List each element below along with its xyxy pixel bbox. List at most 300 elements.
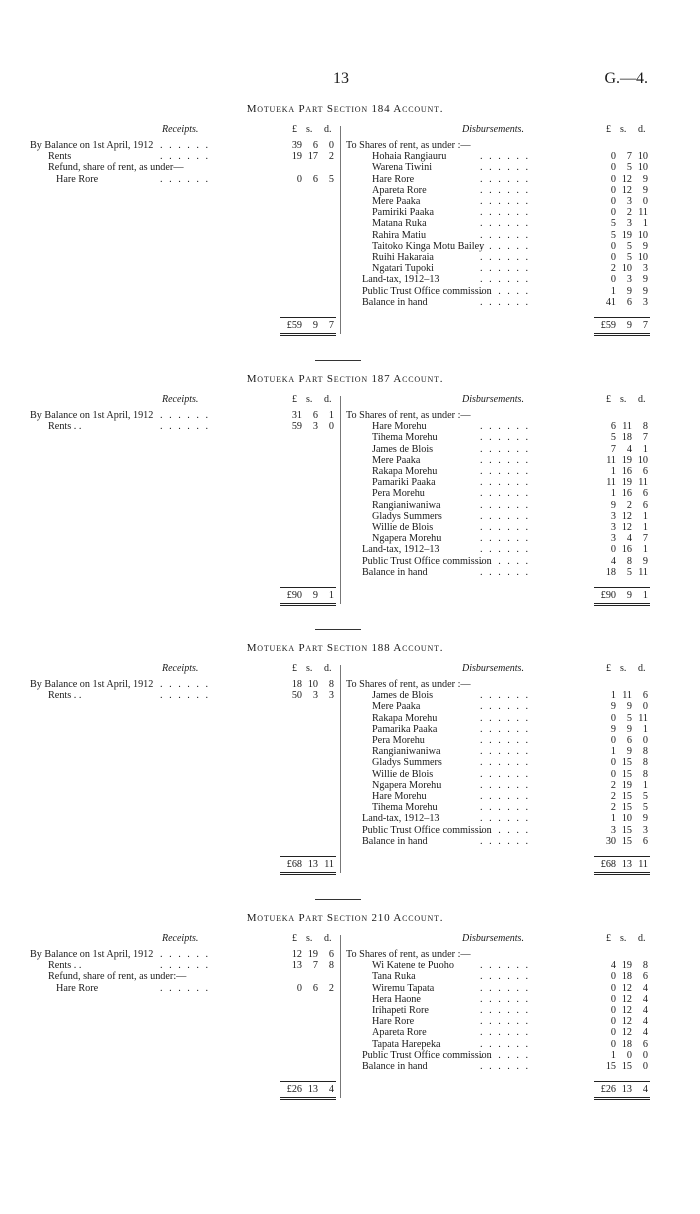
leader-dots: . . . . . . <box>160 173 211 185</box>
disbursement-pounds: 2 <box>610 802 616 814</box>
disbursement-pence: 7 <box>642 533 648 545</box>
disbursement-pounds: 5 <box>610 432 616 444</box>
disbursement-label: Rakapa Morehu <box>372 466 438 477</box>
disbursements-total-shillings: 13 <box>621 1084 632 1096</box>
disbursement-shillings: 11 <box>622 690 632 702</box>
receipts-total-pounds: £90 <box>286 590 302 601</box>
disbursement-shillings: 15 <box>621 835 632 847</box>
disbursement-pence: 6 <box>642 690 648 702</box>
disbursement-shillings: 12 <box>621 522 632 533</box>
disbursement-label: Hohaia Rangiauru <box>372 151 447 163</box>
disbursements-pence-head: d. <box>638 663 646 674</box>
disbursements-total-rule-bottom <box>594 333 650 334</box>
disbursement-pounds: 0 <box>610 993 616 1005</box>
leader-dots: . . . . . . <box>480 263 531 275</box>
receipt-pounds: 59 <box>291 421 302 433</box>
receipts-total-rule-bottom <box>280 874 336 875</box>
receipt-label: Hare Rore <box>56 173 99 185</box>
disbursement-shillings: 19 <box>621 960 632 972</box>
disbursement-shillings: 3 <box>626 218 632 230</box>
disbursement-pounds: 11 <box>606 477 616 489</box>
receipts-total-pence: 11 <box>324 859 334 870</box>
leader-dots: . . . . . . <box>480 555 531 567</box>
disbursement-pounds: 0 <box>610 173 616 185</box>
disbursement-pence: 1 <box>642 510 648 522</box>
receipt-shillings: 6 <box>312 140 318 151</box>
disbursement-label: Rahira Matiu <box>372 229 427 241</box>
receipts-pound-head: £ <box>292 394 297 405</box>
receipts-total-pence: 1 <box>328 590 334 601</box>
leader-dots: . . . . . . <box>480 544 531 556</box>
receipt-shillings: 3 <box>312 421 318 433</box>
disbursements-pound-head: £ <box>606 394 611 405</box>
receipts-total-pounds: £59 <box>286 320 302 331</box>
disbursement-label: Ngapera Morehu <box>372 779 442 791</box>
receipts-total-shillings: 13 <box>307 859 318 870</box>
disbursement-pence: 8 <box>642 421 648 433</box>
leader-dots: . . . . . . <box>480 488 531 500</box>
disbursements-heading: Disbursements. <box>462 394 524 405</box>
disbursement-pounds: 1 <box>610 813 616 825</box>
receipts-heading: Receipts. <box>162 394 199 405</box>
disbursement-pounds: 0 <box>610 757 616 769</box>
disbursement-shillings: 6 <box>626 735 632 746</box>
disbursement-shillings: 12 <box>621 184 632 196</box>
disbursements-total-pence: 7 <box>642 320 648 331</box>
disbursement-pounds: 9 <box>610 499 616 511</box>
disbursements-total-rule-bottom <box>594 603 650 604</box>
receipts-total-shillings: 9 <box>312 590 318 601</box>
disbursement-pence: 4 <box>642 982 648 994</box>
disbursements-total-rule-top <box>594 856 650 857</box>
disbursement-pounds: 11 <box>606 454 616 466</box>
disbursements-total-rule-bottom <box>594 1097 650 1098</box>
leader-dots: . . . . . . <box>480 1016 531 1028</box>
disbursement-pence: 1 <box>642 723 648 735</box>
column-separator <box>340 935 341 1098</box>
disbursement-pence: 10 <box>637 229 648 241</box>
disbursement-pounds: 0 <box>610 768 616 780</box>
disbursement-pounds: 0 <box>610 184 616 196</box>
receipt-pounds: 12 <box>291 949 302 960</box>
account-section <box>30 103 660 331</box>
disbursement-pence: 5 <box>642 802 648 814</box>
disbursement-shillings: 2 <box>626 207 632 219</box>
disbursement-label: Tihema Morehu <box>372 802 438 814</box>
leader-dots: . . . . . . <box>160 421 211 433</box>
leader-dots: . . . . . . <box>480 466 531 477</box>
disbursements-total-rule-bottom <box>594 605 650 606</box>
disbursements-pence-head: d. <box>638 394 646 405</box>
receipts-pence-head: d. <box>324 394 332 405</box>
receipts-pence-head: d. <box>324 933 332 944</box>
receipts-total-rule-bottom <box>280 605 336 606</box>
disbursement-pence: 6 <box>642 1038 648 1050</box>
receipt-pence: 2 <box>328 982 334 994</box>
disbursement-pence: 0 <box>642 196 648 207</box>
disbursement-label: Irihapeti Rore <box>372 1005 429 1016</box>
disbursement-shillings: 9 <box>626 285 632 297</box>
leader-dots: . . . . . . <box>480 802 531 814</box>
disbursement-label: Ngapera Morehu <box>372 533 442 545</box>
section-divider <box>315 360 361 361</box>
receipt-pounds: 39 <box>291 140 302 151</box>
receipt-pounds: 31 <box>291 410 302 421</box>
leader-dots: . . . . . . <box>160 949 211 960</box>
account-section <box>30 373 660 601</box>
receipt-label: By Balance on 1st April, 1912 <box>30 410 154 421</box>
disbursement-pounds: 3 <box>610 533 616 545</box>
disbursement-pence: 1 <box>642 218 648 230</box>
disbursement-pounds: 5 <box>610 229 616 241</box>
disbursement-pounds: 1 <box>610 1049 616 1061</box>
account-section <box>30 642 660 870</box>
receipt-label: Rents . . <box>48 960 82 972</box>
page-reference: G.—4. <box>604 70 648 87</box>
disbursement-pounds: 0 <box>610 544 616 556</box>
disbursement-pounds: 0 <box>610 1027 616 1039</box>
disbursement-shillings: 12 <box>621 510 632 522</box>
leader-dots: . . . . . . <box>160 151 211 163</box>
leader-dots: . . . . . . <box>480 757 531 769</box>
disbursements-shilling-head: s. <box>620 394 627 405</box>
section-divider <box>315 899 361 900</box>
disbursement-label: Pamariki Paaka <box>372 477 436 489</box>
disbursement-pence: 3 <box>642 263 648 275</box>
disbursement-pounds: 0 <box>610 1005 616 1016</box>
disbursements-total-rule-bottom <box>594 1099 650 1100</box>
receipt-pounds: 50 <box>291 690 302 702</box>
disbursement-pence: 11 <box>638 712 648 724</box>
disbursement-pence: 4 <box>642 993 648 1005</box>
disbursement-pence: 6 <box>642 488 648 500</box>
receipts-pound-head: £ <box>292 933 297 944</box>
leader-dots: . . . . . . <box>480 196 531 207</box>
disbursement-pence: 8 <box>642 746 648 758</box>
disbursements-total-pence: 11 <box>638 859 648 870</box>
disbursement-pence: 4 <box>642 1016 648 1028</box>
disbursement-label: Mere Paaka <box>372 701 421 713</box>
disbursements-total-shillings: 13 <box>621 859 632 870</box>
receipts-pence-head: d. <box>324 663 332 674</box>
disbursement-pence: 7 <box>642 432 648 444</box>
leader-dots: . . . . . . <box>480 971 531 983</box>
leader-dots: . . . . . . <box>480 1038 531 1050</box>
disbursements-total-pence: 4 <box>642 1084 648 1096</box>
disbursements-shilling-head: s. <box>620 124 627 135</box>
disbursements-total-pounds: £68 <box>600 859 616 870</box>
leader-dots: . . . . . . <box>480 285 531 297</box>
disbursements-heading: Disbursements. <box>462 663 524 674</box>
disbursements-total-pounds: £59 <box>600 320 616 331</box>
receipts-heading: Receipts. <box>162 933 199 944</box>
disbursement-label: Hare Morehu <box>372 421 427 433</box>
disbursement-label: Hare Rore <box>372 1016 415 1028</box>
column-separator <box>340 396 341 604</box>
disbursement-label: Balance in hand <box>362 296 428 308</box>
disbursement-pence: 6 <box>642 499 648 511</box>
receipt-shillings: 19 <box>307 949 318 960</box>
receipt-label: By Balance on 1st April, 1912 <box>30 140 154 151</box>
disbursement-label: To Shares of rent, as under :— <box>346 949 471 960</box>
leader-dots: . . . . . . <box>480 207 531 219</box>
disbursement-pence: 10 <box>637 162 648 174</box>
leader-dots: . . . . . . <box>480 162 531 174</box>
disbursement-shillings: 10 <box>621 813 632 825</box>
disbursement-pounds: 4 <box>610 960 616 972</box>
leader-dots: . . . . . . <box>160 410 211 421</box>
leader-dots: . . . . . . <box>480 813 531 825</box>
disbursement-label: Hare Rore <box>372 173 415 185</box>
receipts-total-rule-bottom <box>280 1099 336 1100</box>
disbursements-pound-head: £ <box>606 663 611 674</box>
disbursement-pence: 9 <box>642 173 648 185</box>
disbursement-pence: 5 <box>642 791 648 802</box>
disbursements-total-rule-top <box>594 317 650 318</box>
disbursement-pounds: 0 <box>610 162 616 174</box>
leader-dots: . . . . . . <box>480 229 531 241</box>
disbursement-label: Taitoko Kinga Motu Bailey <box>372 240 485 252</box>
disbursement-pence: 9 <box>642 813 648 825</box>
disbursement-label: Rangianiwaniwa <box>372 746 441 758</box>
leader-dots: . . . . . . <box>480 173 531 185</box>
disbursement-shillings: 5 <box>626 162 632 174</box>
disbursement-shillings: 15 <box>621 802 632 814</box>
disbursement-pounds: 0 <box>610 1038 616 1050</box>
leader-dots: . . . . . . <box>480 982 531 994</box>
receipt-pence: 5 <box>328 173 334 185</box>
receipts-total-rule-bottom <box>280 1097 336 1098</box>
disbursement-shillings: 11 <box>622 421 632 433</box>
disbursements-total-shillings: 9 <box>626 590 632 601</box>
disbursement-pounds: 0 <box>610 240 616 252</box>
receipt-pence: 6 <box>328 949 334 960</box>
receipt-label: Rents . . <box>48 421 82 433</box>
disbursement-shillings: 3 <box>626 196 632 207</box>
disbursements-total-rule-top <box>594 1081 650 1082</box>
receipts-heading: Receipts. <box>162 663 199 674</box>
disbursement-shillings: 19 <box>621 477 632 489</box>
receipts-total-rule-bottom <box>280 872 336 873</box>
leader-dots: . . . . . . <box>480 993 531 1005</box>
disbursement-label: Tana Ruka <box>372 971 416 983</box>
disbursement-pounds: 0 <box>610 207 616 219</box>
leader-dots: . . . . . . <box>480 960 531 972</box>
disbursement-pence: 0 <box>642 1049 648 1061</box>
disbursement-pounds: 0 <box>610 735 616 746</box>
receipt-pounds: 18 <box>291 679 302 690</box>
disbursement-label: Matana Ruka <box>372 218 427 230</box>
section-divider <box>315 629 361 630</box>
disbursements-total-rule-top <box>594 587 650 588</box>
disbursement-shillings: 15 <box>621 1061 632 1072</box>
receipts-total-rule-bottom <box>280 603 336 604</box>
receipts-shilling-head: s. <box>306 124 313 135</box>
disbursement-label: Apareta Rore <box>372 1027 427 1039</box>
leader-dots: . . . . . . <box>160 690 211 702</box>
leader-dots: . . . . . . <box>480 690 531 702</box>
receipt-shillings: 6 <box>312 410 318 421</box>
disbursement-shillings: 16 <box>621 466 632 477</box>
receipts-total-rule-bottom <box>280 335 336 336</box>
disbursement-pence: 8 <box>642 960 648 972</box>
receipt-label: Hare Rore <box>56 982 99 994</box>
receipts-shilling-head: s. <box>306 394 313 405</box>
disbursement-label: Hare Morehu <box>372 791 427 802</box>
leader-dots: . . . . . . <box>480 184 531 196</box>
disbursement-pounds: 2 <box>610 263 616 275</box>
leader-dots: . . . . . . <box>480 454 531 466</box>
leader-dots: . . . . . . <box>480 151 531 163</box>
receipt-pence: 1 <box>328 410 334 421</box>
disbursement-pounds: 9 <box>610 701 616 713</box>
account-title: Motueka Part Section 210 Account. <box>246 912 444 924</box>
disbursement-pence: 9 <box>642 184 648 196</box>
disbursement-label: Gladys Summers <box>372 757 442 769</box>
receipt-label: Rents . . <box>48 690 82 702</box>
disbursement-pence: 3 <box>642 296 648 308</box>
account-title: Motueka Part Section 187 Account. <box>246 373 444 385</box>
receipt-shillings: 6 <box>312 173 318 185</box>
column-separator <box>340 126 341 334</box>
leader-dots: . . . . . . <box>480 1061 531 1072</box>
disbursement-shillings: 15 <box>621 791 632 802</box>
disbursement-label: Pera Morehu <box>372 488 425 500</box>
disbursement-shillings: 5 <box>626 712 632 724</box>
disbursements-heading: Disbursements. <box>462 124 524 135</box>
disbursement-pence: 1 <box>642 443 648 455</box>
disbursements-shilling-head: s. <box>620 663 627 674</box>
disbursement-pounds: 1 <box>610 690 616 702</box>
disbursement-shillings: 9 <box>626 746 632 758</box>
leader-dots: . . . . . . <box>480 779 531 791</box>
page-number: 13 <box>333 70 349 87</box>
receipt-pounds: 0 <box>296 173 302 185</box>
leader-dots: . . . . . . <box>480 421 531 433</box>
receipt-pence: 8 <box>328 679 334 690</box>
leader-dots: . . . . . . <box>480 1049 531 1061</box>
disbursement-shillings: 0 <box>626 1049 632 1061</box>
disbursement-pounds: 3 <box>610 522 616 533</box>
receipt-pence: 3 <box>328 690 334 702</box>
disbursement-shillings: 5 <box>626 566 632 578</box>
disbursements-shilling-head: s. <box>620 933 627 944</box>
receipts-total-pence: 7 <box>328 320 334 331</box>
receipt-shillings: 10 <box>307 679 318 690</box>
receipt-pence: 0 <box>328 140 334 151</box>
disbursement-shillings: 16 <box>621 488 632 500</box>
leader-dots: . . . . . . <box>160 679 211 690</box>
disbursement-label: Balance in hand <box>362 1061 428 1072</box>
disbursement-pence: 11 <box>638 566 648 578</box>
leader-dots: . . . . . . <box>480 218 531 230</box>
disbursement-pounds: 9 <box>610 723 616 735</box>
receipts-heading: Receipts. <box>162 124 199 135</box>
disbursement-pounds: 0 <box>610 274 616 286</box>
receipts-pound-head: £ <box>292 663 297 674</box>
receipt-label: By Balance on 1st April, 1912 <box>30 679 154 690</box>
disbursement-pence: 9 <box>642 274 648 286</box>
disbursement-label: James de Blois <box>372 443 434 455</box>
disbursement-label: To Shares of rent, as under :— <box>346 679 471 690</box>
disbursement-pounds: 5 <box>610 218 616 230</box>
disbursement-label: To Shares of rent, as under :— <box>346 410 471 421</box>
receipt-label: Refund, share of rent, as under:— <box>48 971 187 983</box>
disbursement-shillings: 12 <box>621 1027 632 1039</box>
disbursement-shillings: 3 <box>626 274 632 286</box>
disbursement-pence: 9 <box>642 285 648 297</box>
leader-dots: . . . . . . <box>480 791 531 802</box>
disbursement-shillings: 4 <box>626 443 632 455</box>
disbursement-pence: 6 <box>642 971 648 983</box>
disbursement-label: Balance in hand <box>362 835 428 847</box>
disbursement-shillings: 15 <box>621 757 632 769</box>
disbursement-label: Public Trust Office commission <box>362 1049 492 1061</box>
disbursement-pounds: 0 <box>610 982 616 994</box>
disbursement-label: Mere Paaka <box>372 196 421 207</box>
disbursements-heading: Disbursements. <box>462 933 524 944</box>
receipts-total-rule-top <box>280 587 336 588</box>
disbursement-pence: 0 <box>642 701 648 713</box>
receipts-total-pence: 4 <box>328 1084 334 1096</box>
receipts-total-shillings: 9 <box>312 320 318 331</box>
disbursement-shillings: 8 <box>626 555 632 567</box>
disbursement-pounds: 41 <box>605 296 616 308</box>
leader-dots: . . . . . . <box>480 240 531 252</box>
disbursement-label: Land-tax, 1912–13 <box>362 274 440 286</box>
leader-dots: . . . . . . <box>480 443 531 455</box>
disbursement-pence: 10 <box>637 454 648 466</box>
disbursement-label: Wiremu Tapata <box>372 982 435 994</box>
receipts-total-rule-top <box>280 1081 336 1082</box>
receipts-total-shillings: 13 <box>307 1084 318 1096</box>
disbursement-shillings: 19 <box>621 779 632 791</box>
disbursement-label: James de Blois <box>372 690 434 702</box>
disbursement-shillings: 2 <box>626 499 632 511</box>
receipt-pence: 2 <box>328 151 334 163</box>
disbursement-label: Tihema Morehu <box>372 432 438 444</box>
disbursement-shillings: 18 <box>621 1038 632 1050</box>
disbursement-shillings: 4 <box>626 533 632 545</box>
leader-dots: . . . . . . <box>480 1027 531 1039</box>
account-title: Motueka Part Section 184 Account. <box>246 103 444 115</box>
disbursement-label: Apareta Rore <box>372 184 427 196</box>
disbursement-shillings: 16 <box>621 544 632 556</box>
disbursement-shillings: 12 <box>621 173 632 185</box>
disbursement-pounds: 0 <box>610 252 616 263</box>
disbursement-pounds: 15 <box>605 1061 616 1072</box>
disbursement-pence: 0 <box>642 1061 648 1072</box>
leader-dots: . . . . . . <box>480 1005 531 1016</box>
disbursement-shillings: 19 <box>621 229 632 241</box>
disbursement-pounds: 6 <box>610 421 616 433</box>
disbursement-pounds: 3 <box>610 510 616 522</box>
disbursement-shillings: 18 <box>621 971 632 983</box>
disbursement-label: Public Trust Office commission <box>362 824 492 836</box>
disbursements-total-rule-bottom <box>594 872 650 873</box>
disbursements-total-rule-bottom <box>594 335 650 336</box>
receipt-pounds: 19 <box>291 151 302 163</box>
receipt-shillings: 7 <box>312 960 318 972</box>
disbursement-pence: 9 <box>642 240 648 252</box>
disbursements-pound-head: £ <box>606 933 611 944</box>
disbursement-pence: 10 <box>637 151 648 163</box>
disbursement-pounds: 7 <box>610 443 616 455</box>
disbursement-label: Ruihi Hakaraia <box>372 252 434 263</box>
leader-dots: . . . . . . <box>480 712 531 724</box>
leader-dots: . . . . . . <box>480 522 531 533</box>
leader-dots: . . . . . . <box>160 982 211 994</box>
